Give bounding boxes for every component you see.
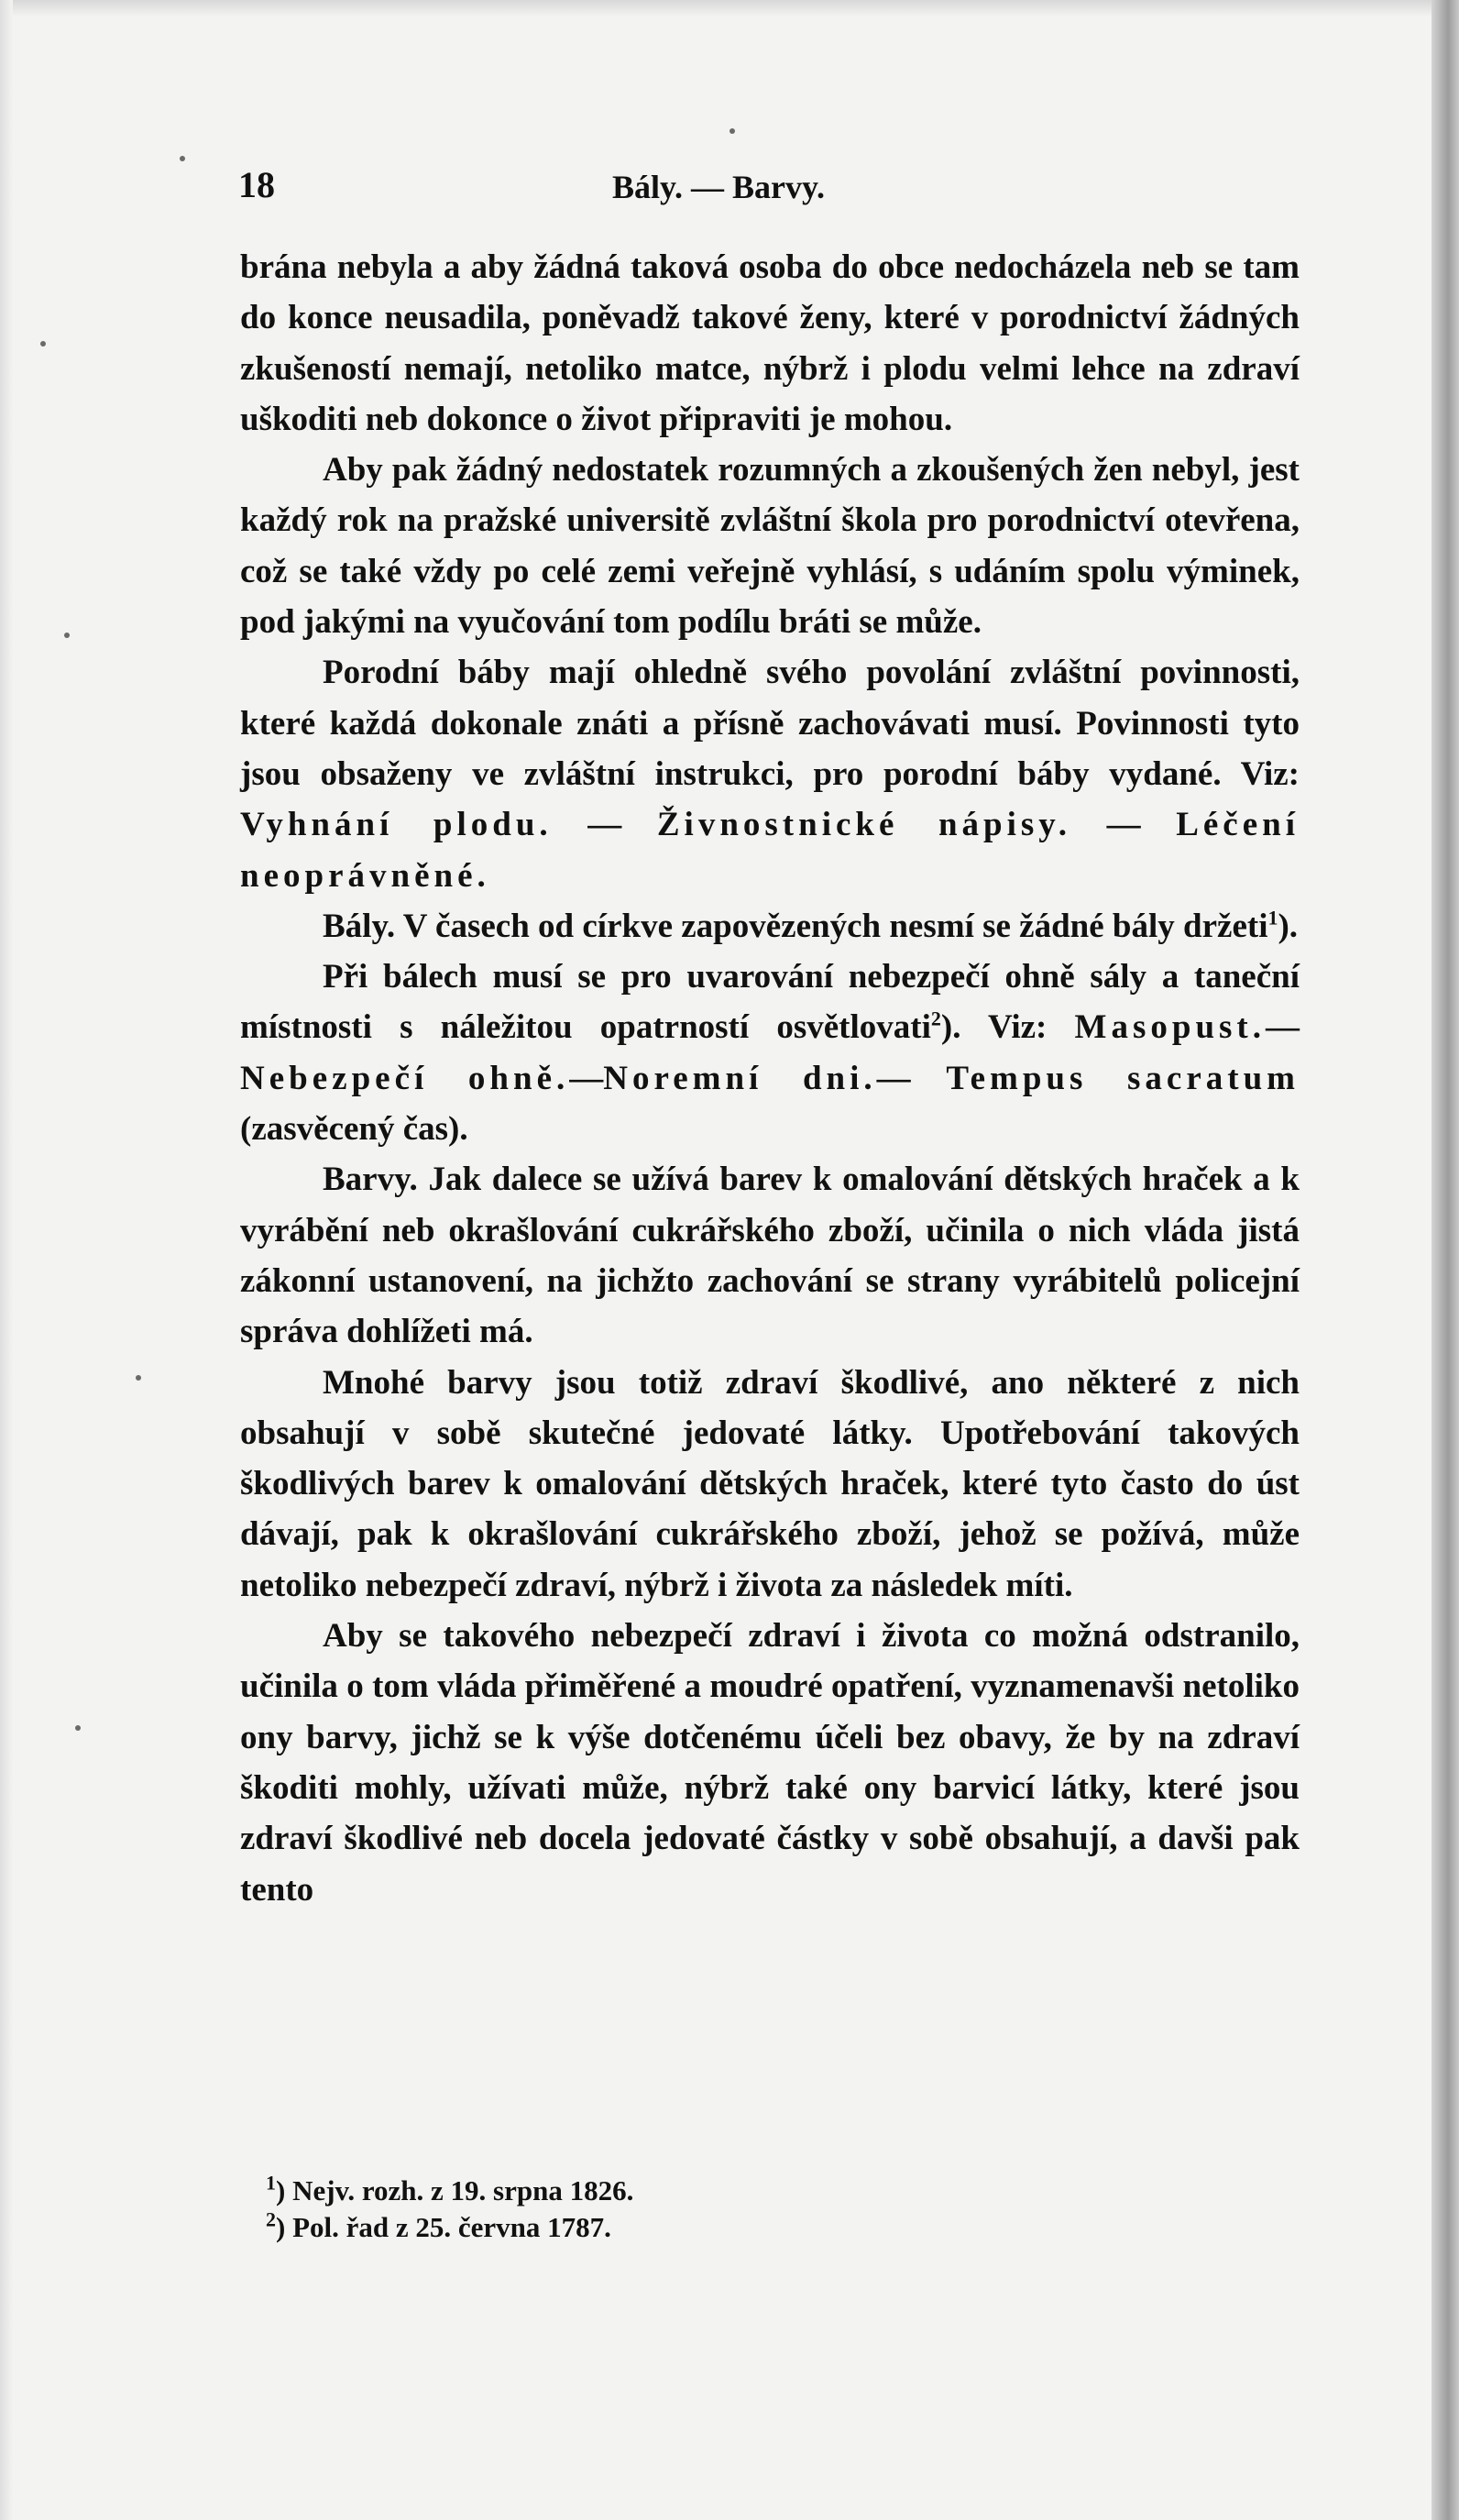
entry-baly xyxy=(240,901,1300,952)
dash: — xyxy=(1071,806,1177,844)
cross-reference: Léčení neoprávněné. xyxy=(240,806,1300,895)
footnote-mark: 1 xyxy=(266,2171,276,2195)
paragraph-text: V časech od církve zapovězených nesmí se žádné bály držeti xyxy=(395,907,1268,945)
footnote-mark: 1 xyxy=(1267,906,1278,930)
paragraph-text: Aby se takového nebezpečí zdraví i života co možná odstranilo, učinila o tom vláda přiměřené a moudré opatření, vyznamenavši netoliko ony barvy, jichž se k výše dotčenému účeli bez obavy, že by na zdraví škoditi mohly, užívati může, nýbrž také ony barvicí látky, které jsou zdraví škodlivé neb docela jedovaté částky v sobě obsahují, a davši pak tento xyxy=(240,1617,1300,1909)
cross-reference: Masopust. xyxy=(1074,1008,1266,1047)
paragraph-government-measures xyxy=(240,1611,1300,1915)
dash: — xyxy=(552,806,657,844)
cross-reference: Noremní dni. xyxy=(603,1059,877,1097)
paragraph-text: Jak dalece se užívá barev k omalování dětských hraček a k vyrábění neb okrašlování cukrářského zboží, učinila o nich vláda jistá zákonní ustanovení, na jichžto zachování se strany vyrábitelů policejní správa dohlížeti má. xyxy=(240,1161,1300,1351)
paragraph-continuation xyxy=(240,242,1300,445)
entry-barvy xyxy=(240,1154,1300,1357)
paragraph-text: Mnohé barvy jsou totiž zdraví škodlivé, ano některé z nich obsahují v sobě skutečné jedovaté látky. Upotřebování takových škodlivých barev k omalování dětských hraček, které tyto často do úst dávají, pak k okrašlování cukrářského zboží, jehož se požívá, může netoliko nebezpečí zdraví, nýbrž i života za následek míti. xyxy=(240,1363,1300,1604)
page-header xyxy=(238,158,1301,213)
paragraph-text: Porodní báby mají ohledně svého povolání zvláštní povinnosti, které každá dokonale znáti a přísně zachovávati musí. Povinnosti tyto jsou obsaženy ve zvláštní instrukci, pro porodní báby vydané. Viz: xyxy=(240,654,1300,793)
page-number: 18 xyxy=(238,164,275,205)
footnote xyxy=(266,2173,1091,2209)
cross-reference: Tempus sacratum xyxy=(946,1059,1300,1097)
footnote xyxy=(266,2209,1091,2246)
paragraph-harmful-colors xyxy=(240,1358,1300,1611)
paragraph-text: Aby pak žádný nedostatek rozumných a zkoušených žen nebyl, jest každý rok na pražské universitě zvláštní škola pro porodnictví otevřena, což se také vždy po celé zemi veřejně vyhlásí, s udáním spolu výminek, pod jakými na vyučování tom podílu bráti se může. xyxy=(240,451,1300,642)
paragraph-text-end: (zasvěcený čas). xyxy=(240,1110,468,1149)
paragraph-text: Při bálech musí se pro uvarování nebezpečí ohně sály a taneční místnosti s náležitou opatrností osvětlovati xyxy=(240,958,1300,1047)
footnotes xyxy=(266,2173,1091,2246)
paragraph-text-end: ). xyxy=(1278,907,1299,945)
footnote-text: ) Nejv. rozh. z 19. srpna 1826. xyxy=(276,2174,634,2206)
running-head: Bály. — Barvy. xyxy=(612,169,826,205)
paragraph-text-mid: ). Viz: xyxy=(940,1008,1048,1047)
cross-reference: Nebezpečí ohně. xyxy=(240,1059,570,1097)
footnote-mark: 2 xyxy=(266,2207,276,2231)
footnote-mark: 2 xyxy=(930,1007,941,1031)
entry-term: Barvy. xyxy=(323,1161,418,1199)
paragraph-midwife-duties xyxy=(240,647,1300,900)
footnote-text: ) Pol. řad z 25. června 1787. xyxy=(276,2211,611,2243)
paragraph-fire-safety: Při bálech musí se pro uvarování nebezpečí ohně sály a taneční místnosti s náležitou opatrností osvětlovati$^2$). Viz: Masopust.—Nebezpečí ohně.—Noremní dni.— Tempus sacratum (zasvěcený čas). xyxy=(240,958,1300,1149)
cross-reference: Živnostnické nápisy. xyxy=(656,806,1072,844)
paragraph-text: brána nebyla a aby žádná taková osoba do obce nedocházela neb se tam do konce neusadila, poněvadž takové ženy, které v porodnictví žádných zkušeností nemají, netoliko matce, nýbrž i plodu velmi lehce na zdraví uškoditi neb dokonce o život připraviti je mohou. xyxy=(240,248,1300,438)
cross-reference: Vyhnání plodu. xyxy=(240,806,553,844)
body-text xyxy=(240,242,1300,1915)
entry-term: Bály. xyxy=(323,907,396,945)
paragraph-school xyxy=(240,445,1300,647)
